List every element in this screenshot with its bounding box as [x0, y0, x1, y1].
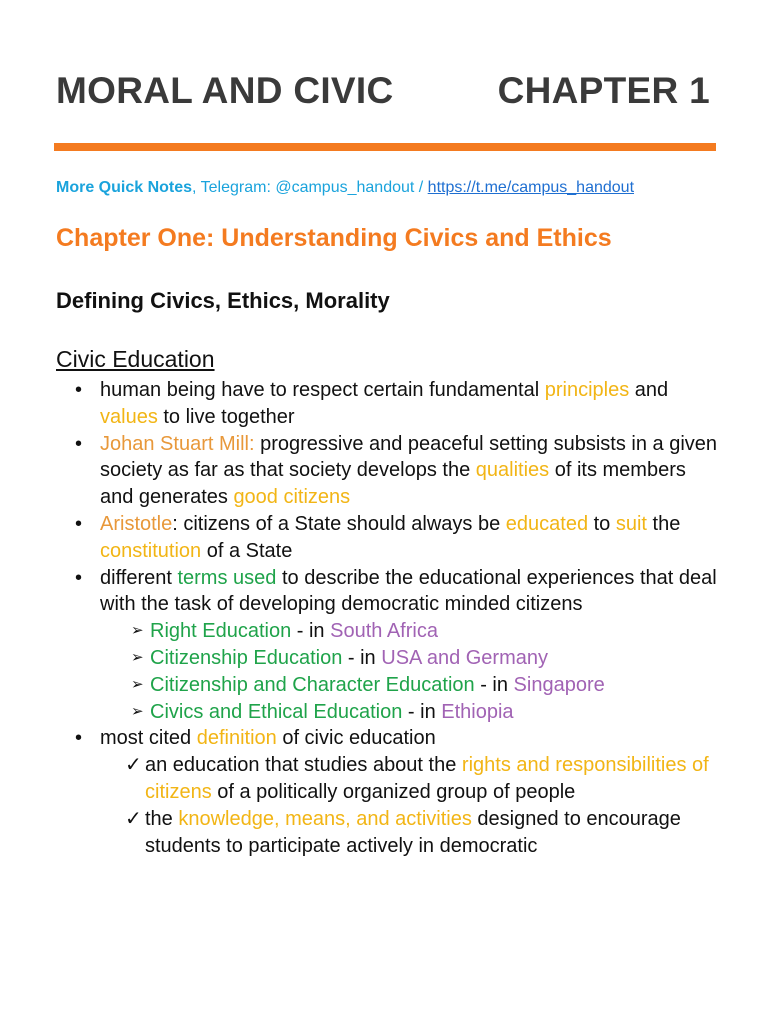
bullet-text: of civic education — [276, 727, 436, 750]
highlight-qualities: qualities — [475, 459, 550, 482]
arrow-bullet-icon: ➢ — [131, 675, 144, 693]
term-separator: - in — [342, 646, 382, 669]
highlight-values: values — [100, 405, 158, 428]
check-list-item — [0, 752, 735, 806]
chapter-title: Chapter One: Understanding Civics and Ethics — [56, 224, 612, 252]
place-label: Ethiopia — [441, 700, 514, 723]
arrow-bullet-icon: ➢ — [131, 622, 144, 640]
highlight-terms-used: terms used — [177, 566, 277, 589]
quick-notes-label: More Quick Notes — [56, 179, 193, 196]
header-chapter-label: CHAPTER 1 — [497, 70, 710, 111]
highlight-mill: Johan Stuart Mill: — [100, 432, 255, 455]
bullet-dot-icon: • — [75, 566, 83, 589]
bullet-content — [0, 377, 768, 859]
arrow-bullet-icon: ➢ — [131, 702, 144, 720]
bullet-dot-icon: • — [75, 379, 83, 401]
bullet-item — [0, 725, 720, 752]
check-list-item — [0, 806, 735, 860]
bullet-text: most cited — [100, 727, 197, 750]
sub-list-item — [0, 699, 740, 726]
bullet-text: to live together — [157, 405, 295, 428]
telegram-link[interactable]: https://t.me/campus_handout — [427, 179, 635, 196]
bullet-text: the — [646, 512, 681, 535]
highlight-educated: educated — [505, 512, 589, 535]
bullet-text: human being have to respect certain fundamental — [100, 379, 545, 401]
bullet-text: to — [588, 512, 616, 535]
term-label: Citizenship Education — [150, 646, 343, 669]
bullet-text: progressive and peaceful setting subsists in a given society as far as that society develops the — [100, 432, 718, 482]
highlight-definition: definition — [196, 727, 277, 750]
page-header — [56, 70, 716, 120]
highlight-aristotle: Aristotle — [100, 512, 173, 535]
highlight-good-citizens: good citizens — [233, 486, 351, 509]
term-label: Citizenship and Character Education — [150, 673, 475, 696]
bullet-list — [0, 377, 768, 859]
header-divider — [54, 143, 716, 151]
term-separator: - in — [474, 673, 514, 696]
bullet-text: of a politically organized group of people — [211, 780, 576, 803]
bullet-text: to describe the educational experiences that deal with the task of developing democratic minded citizens — [100, 566, 717, 616]
bullet-text: : citizens of a State should always be — [172, 512, 506, 535]
bullet-text: of its members and generates — [100, 459, 686, 509]
term-separator: - in — [291, 620, 331, 643]
highlight-knowledge: knowledge, means, and activities — [178, 807, 472, 830]
bullet-dot-icon: • — [75, 512, 83, 535]
highlight-constitution: constitution — [100, 539, 202, 562]
bullet-text: different — [100, 566, 178, 589]
checkmark-icon: ✓ — [125, 807, 142, 830]
header-course-title: MORAL AND CIVIC — [56, 70, 394, 111]
bullet-item — [0, 431, 720, 511]
sub-list-item — [0, 672, 740, 699]
sub-list-item — [0, 645, 740, 672]
section-title: Defining Civics, Ethics, Morality — [56, 288, 390, 313]
sub-list-item — [0, 618, 740, 645]
bullet-item — [0, 377, 720, 431]
bullet-dot-icon: • — [75, 727, 83, 750]
highlight-rights: rights and responsibilities of citizens — [145, 754, 709, 803]
place-label: South Africa — [330, 620, 438, 643]
bullet-text: of a State — [201, 539, 293, 562]
place-label: USA and Germany — [381, 646, 548, 669]
bullet-item — [0, 565, 720, 619]
place-label: Singapore — [513, 673, 605, 696]
bullet-text: the — [145, 807, 179, 830]
quick-notes-line — [56, 179, 634, 197]
term-label: Right Education — [150, 620, 292, 643]
bullet-dot-icon: • — [75, 432, 83, 455]
bullet-text: and — [629, 379, 669, 401]
checkmark-icon: ✓ — [125, 754, 142, 777]
bullet-item — [0, 511, 720, 565]
arrow-bullet-icon: ➢ — [131, 648, 144, 666]
bullet-text: designed to encourage students to participate actively in democratic — [145, 807, 681, 857]
highlight-principles: principles — [544, 379, 630, 401]
term-label: Civics and Ethical Education — [150, 700, 403, 723]
telegram-handle: , Telegram: @campus_handout / — [192, 179, 428, 196]
bullet-text: an education that studies about the — [145, 754, 462, 777]
subsection-title: Civic Education — [56, 346, 215, 372]
highlight-suit: suit — [615, 512, 647, 535]
term-separator: - in — [402, 700, 442, 723]
